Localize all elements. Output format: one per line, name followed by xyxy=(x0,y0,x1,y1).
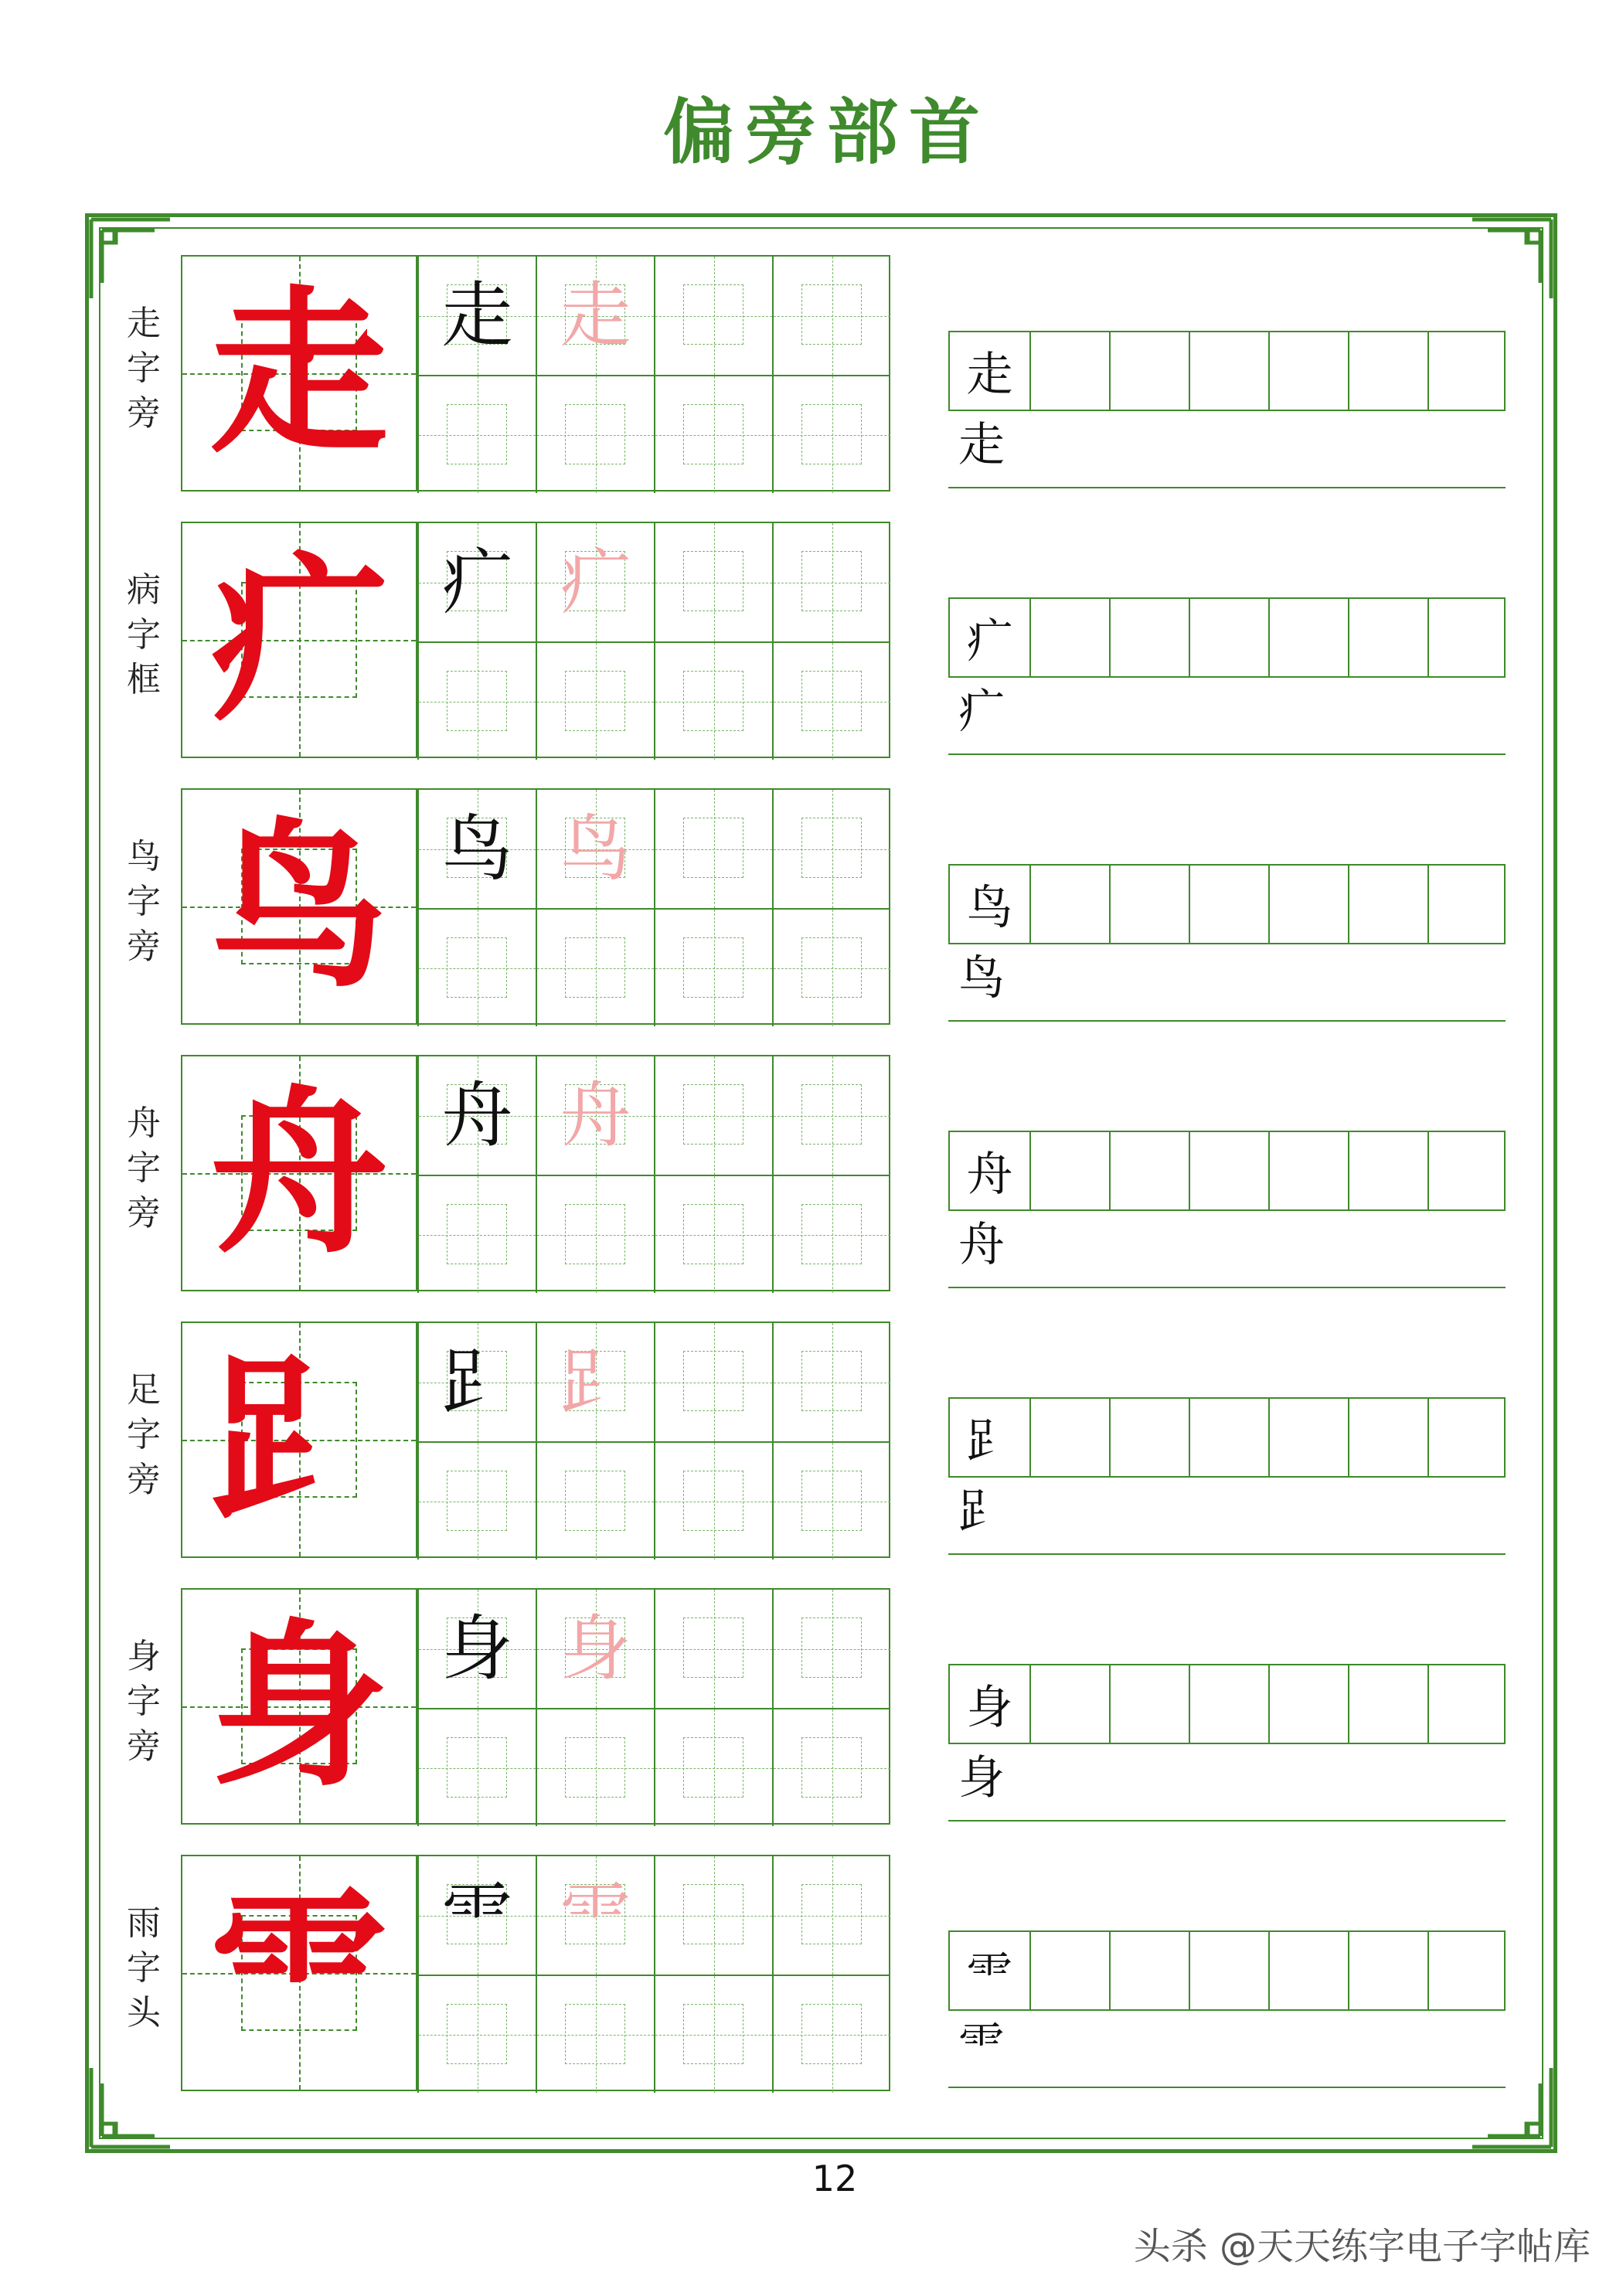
strip-cell xyxy=(950,599,1029,676)
row-label xyxy=(124,301,164,436)
free-writing-line xyxy=(948,1820,1506,1821)
strip-cell xyxy=(1268,1665,1348,1743)
row-label-char: 字 xyxy=(127,1415,161,1454)
strip-cell xyxy=(1029,1132,1109,1209)
writing-grid xyxy=(417,788,890,1025)
free-writing-char: 鸟 xyxy=(958,951,1005,1005)
writing-cell xyxy=(536,1175,654,1293)
writing-cell xyxy=(536,1856,654,1975)
practice-row xyxy=(0,1855,1623,2091)
strip-cell xyxy=(1427,332,1507,410)
strip-cell xyxy=(1029,599,1109,676)
strip-cell xyxy=(1348,599,1427,676)
row-label-char: 头 xyxy=(127,1993,161,2032)
writing-cell xyxy=(654,1175,772,1293)
strip-cell xyxy=(1268,866,1348,943)
strip-model-char: 𧾷 xyxy=(966,1414,1013,1468)
practice-row xyxy=(0,1321,1623,1558)
strip-model-char: 走 xyxy=(966,348,1013,402)
row-label-char: 病 xyxy=(127,570,161,610)
row-label-char: 身 xyxy=(127,1637,161,1676)
writing-cell xyxy=(772,908,890,1026)
practice-strip xyxy=(948,864,1506,944)
writing-cell xyxy=(417,1975,536,2093)
practice-strip xyxy=(948,331,1506,411)
strip-cell xyxy=(1109,1399,1189,1476)
strip-cell xyxy=(1427,599,1507,676)
strip-cell xyxy=(1109,1132,1189,1209)
main-char-cell xyxy=(181,1321,417,1558)
practice-strip xyxy=(948,597,1506,678)
model-char: 疒 xyxy=(441,540,513,624)
writing-cell xyxy=(654,257,772,375)
writing-cell xyxy=(536,523,654,641)
strip-cell xyxy=(1348,1399,1427,1476)
trace-char: ⻗ xyxy=(560,1873,631,1957)
writing-cell xyxy=(654,523,772,641)
writing-cell xyxy=(654,1708,772,1826)
writing-cell xyxy=(417,1441,536,1560)
main-char: 鸟 xyxy=(209,802,388,1011)
strip-cell xyxy=(1427,1399,1507,1476)
strip-cell xyxy=(950,1399,1029,1476)
strip-cell xyxy=(1268,1132,1348,1209)
trace-char: 身 xyxy=(560,1607,631,1690)
writing-grid xyxy=(417,255,890,492)
writing-cell xyxy=(772,641,890,760)
strip-cell xyxy=(1109,332,1189,410)
practice-row xyxy=(0,522,1623,758)
trace-char: 鸟 xyxy=(560,807,631,890)
writing-cell xyxy=(536,1590,654,1708)
writing-cell xyxy=(772,790,890,908)
free-writing-char: 身 xyxy=(958,1751,1005,1805)
strip-cell xyxy=(950,1132,1029,1209)
writing-cell xyxy=(654,1590,772,1708)
writing-cell xyxy=(536,1056,654,1175)
main-char-cell xyxy=(181,1588,417,1825)
writing-cell xyxy=(536,257,654,375)
writing-cell xyxy=(417,790,536,908)
strip-cell xyxy=(1029,332,1109,410)
model-char: 身 xyxy=(441,1607,513,1690)
writing-grid xyxy=(417,1855,890,2091)
writing-cell xyxy=(654,1856,772,1975)
free-writing-char: ⻗ xyxy=(958,2018,1005,2072)
strip-cell xyxy=(950,866,1029,943)
row-label-char: 走 xyxy=(127,304,161,343)
writing-cell xyxy=(772,1323,890,1441)
practice-row xyxy=(0,1055,1623,1291)
strip-cell xyxy=(1029,1932,1109,2009)
writing-cell xyxy=(772,1975,890,2093)
free-writing-line xyxy=(948,1020,1506,1022)
writing-cell xyxy=(654,641,772,760)
writing-cell xyxy=(536,1441,654,1560)
row-label-char: 旁 xyxy=(127,1460,161,1499)
row-label-char: 字 xyxy=(127,349,161,388)
writing-cell xyxy=(536,1975,654,2093)
strip-cell xyxy=(1268,599,1348,676)
writing-cell xyxy=(417,1708,536,1826)
row-label-char: 鸟 xyxy=(127,837,161,876)
watermark: 头杀 @天天练字电子字帖库 xyxy=(1133,2225,1591,2268)
strip-cell xyxy=(1348,1132,1427,1209)
row-label-char: 字 xyxy=(127,1682,161,1721)
main-char: 𧾷 xyxy=(209,1335,388,1544)
page-title: 偏旁部首 xyxy=(662,90,991,174)
practice-strip xyxy=(948,1930,1506,2011)
free-writing-char: 走 xyxy=(958,418,1005,472)
row-label xyxy=(124,1368,164,1502)
main-char-cell xyxy=(181,255,417,492)
row-label-char: 字 xyxy=(127,615,161,655)
practice-row xyxy=(0,255,1623,492)
writing-grid xyxy=(417,1321,890,1558)
strip-cell xyxy=(1427,866,1507,943)
writing-cell xyxy=(772,375,890,493)
strip-cell xyxy=(1029,866,1109,943)
writing-cell xyxy=(536,908,654,1026)
writing-cell xyxy=(654,1323,772,1441)
writing-cell xyxy=(536,1323,654,1441)
main-char: 疒 xyxy=(209,536,388,744)
row-label-char: 旁 xyxy=(127,1193,161,1233)
row-label-char: 框 xyxy=(127,660,161,699)
strip-cell xyxy=(950,1932,1029,2009)
writing-cell xyxy=(654,1975,772,2093)
trace-char: 疒 xyxy=(560,540,631,624)
free-writing-char: 疒 xyxy=(958,685,1005,739)
writing-cell xyxy=(417,908,536,1026)
writing-cell xyxy=(772,1056,890,1175)
main-char: 身 xyxy=(209,1602,388,1811)
row-label-char: 雨 xyxy=(127,1903,161,1943)
trace-char: 走 xyxy=(560,274,631,357)
strip-cell xyxy=(950,332,1029,410)
strip-cell xyxy=(1189,1399,1268,1476)
writing-cell xyxy=(772,1856,890,1975)
strip-model-char: 身 xyxy=(966,1681,1013,1735)
model-char: 走 xyxy=(441,274,513,357)
writing-grid xyxy=(417,1588,890,1825)
writing-grid xyxy=(417,1055,890,1291)
practice-strip xyxy=(948,1397,1506,1478)
model-char: 鸟 xyxy=(441,807,513,890)
strip-cell xyxy=(1427,1132,1507,1209)
writing-grid xyxy=(417,522,890,758)
writing-cell xyxy=(654,908,772,1026)
row-label-char: 旁 xyxy=(127,1726,161,1766)
strip-model-char: 鸟 xyxy=(966,881,1013,935)
writing-cell xyxy=(772,523,890,641)
main-char-cell xyxy=(181,1055,417,1291)
main-char-cell xyxy=(181,522,417,758)
trace-char: 𧾷 xyxy=(560,1340,631,1424)
strip-cell xyxy=(950,1665,1029,1743)
writing-cell xyxy=(417,257,536,375)
row-label xyxy=(124,1901,164,2036)
row-label-char: 字 xyxy=(127,1948,161,1988)
main-char: 舟 xyxy=(209,1069,388,1277)
trace-char: 舟 xyxy=(560,1073,631,1157)
strip-cell xyxy=(1189,1932,1268,2009)
practice-strip xyxy=(948,1131,1506,1211)
page-number: 12 xyxy=(812,2158,858,2199)
row-label xyxy=(124,1101,164,1236)
free-writing-line xyxy=(948,1553,1506,1555)
writing-cell xyxy=(417,1590,536,1708)
row-label-char: 舟 xyxy=(127,1104,161,1143)
strip-cell xyxy=(1348,1932,1427,2009)
model-char: 𧾷 xyxy=(441,1340,513,1424)
practice-strip xyxy=(948,1664,1506,1744)
strip-cell xyxy=(1109,1932,1189,2009)
free-writing-line xyxy=(948,753,1506,755)
free-writing-line xyxy=(948,1287,1506,1288)
main-char-cell xyxy=(181,788,417,1025)
writing-cell xyxy=(417,1175,536,1293)
writing-cell xyxy=(417,375,536,493)
main-char: 走 xyxy=(209,269,388,478)
free-writing-line xyxy=(948,487,1506,488)
writing-cell xyxy=(654,375,772,493)
main-char: ⻗ xyxy=(209,1869,388,2077)
strip-cell xyxy=(1268,1932,1348,2009)
strip-cell xyxy=(1189,1132,1268,1209)
writing-cell xyxy=(536,1708,654,1826)
writing-cell xyxy=(417,1323,536,1441)
free-writing-char: 𧾷 xyxy=(958,1485,1005,1539)
writing-cell xyxy=(536,790,654,908)
writing-cell xyxy=(772,1175,890,1293)
strip-model-char: ⻗ xyxy=(966,1947,1013,2002)
row-label-char: 旁 xyxy=(127,393,161,433)
writing-cell xyxy=(772,1441,890,1560)
strip-cell xyxy=(1189,332,1268,410)
free-writing-line xyxy=(948,2087,1506,2088)
main-char-cell xyxy=(181,1855,417,2091)
writing-cell xyxy=(772,257,890,375)
free-writing-char: 舟 xyxy=(958,1218,1005,1272)
writing-cell xyxy=(654,790,772,908)
strip-cell xyxy=(1109,1665,1189,1743)
strip-cell xyxy=(1268,332,1348,410)
strip-model-char: 疒 xyxy=(966,614,1013,668)
strip-cell xyxy=(1427,1665,1507,1743)
writing-cell xyxy=(654,1441,772,1560)
row-label xyxy=(124,1634,164,1769)
writing-cell xyxy=(536,641,654,760)
strip-cell xyxy=(1268,1399,1348,1476)
practice-row xyxy=(0,1588,1623,1825)
row-label-char: 足 xyxy=(127,1370,161,1410)
strip-cell xyxy=(1348,1665,1427,1743)
writing-cell xyxy=(417,641,536,760)
practice-row xyxy=(0,788,1623,1025)
row-label-char: 字 xyxy=(127,1148,161,1188)
strip-cell xyxy=(1109,599,1189,676)
row-label-char: 字 xyxy=(127,882,161,921)
writing-cell xyxy=(417,1056,536,1175)
model-char: 舟 xyxy=(441,1073,513,1157)
strip-cell xyxy=(1029,1399,1109,1476)
row-label xyxy=(124,835,164,969)
writing-cell xyxy=(772,1708,890,1826)
model-char: ⻗ xyxy=(441,1873,513,1957)
writing-cell xyxy=(772,1590,890,1708)
strip-cell xyxy=(1348,332,1427,410)
strip-cell xyxy=(1427,1932,1507,2009)
strip-cell xyxy=(1109,866,1189,943)
strip-cell xyxy=(1029,1665,1109,1743)
row-label xyxy=(124,568,164,702)
writing-cell xyxy=(536,375,654,493)
strip-cell xyxy=(1189,1665,1268,1743)
strip-model-char: 舟 xyxy=(966,1148,1013,1202)
row-label-char: 旁 xyxy=(127,927,161,966)
writing-cell xyxy=(417,523,536,641)
writing-cell xyxy=(417,1856,536,1975)
strip-cell xyxy=(1348,866,1427,943)
strip-cell xyxy=(1189,599,1268,676)
writing-cell xyxy=(654,1056,772,1175)
strip-cell xyxy=(1189,866,1268,943)
